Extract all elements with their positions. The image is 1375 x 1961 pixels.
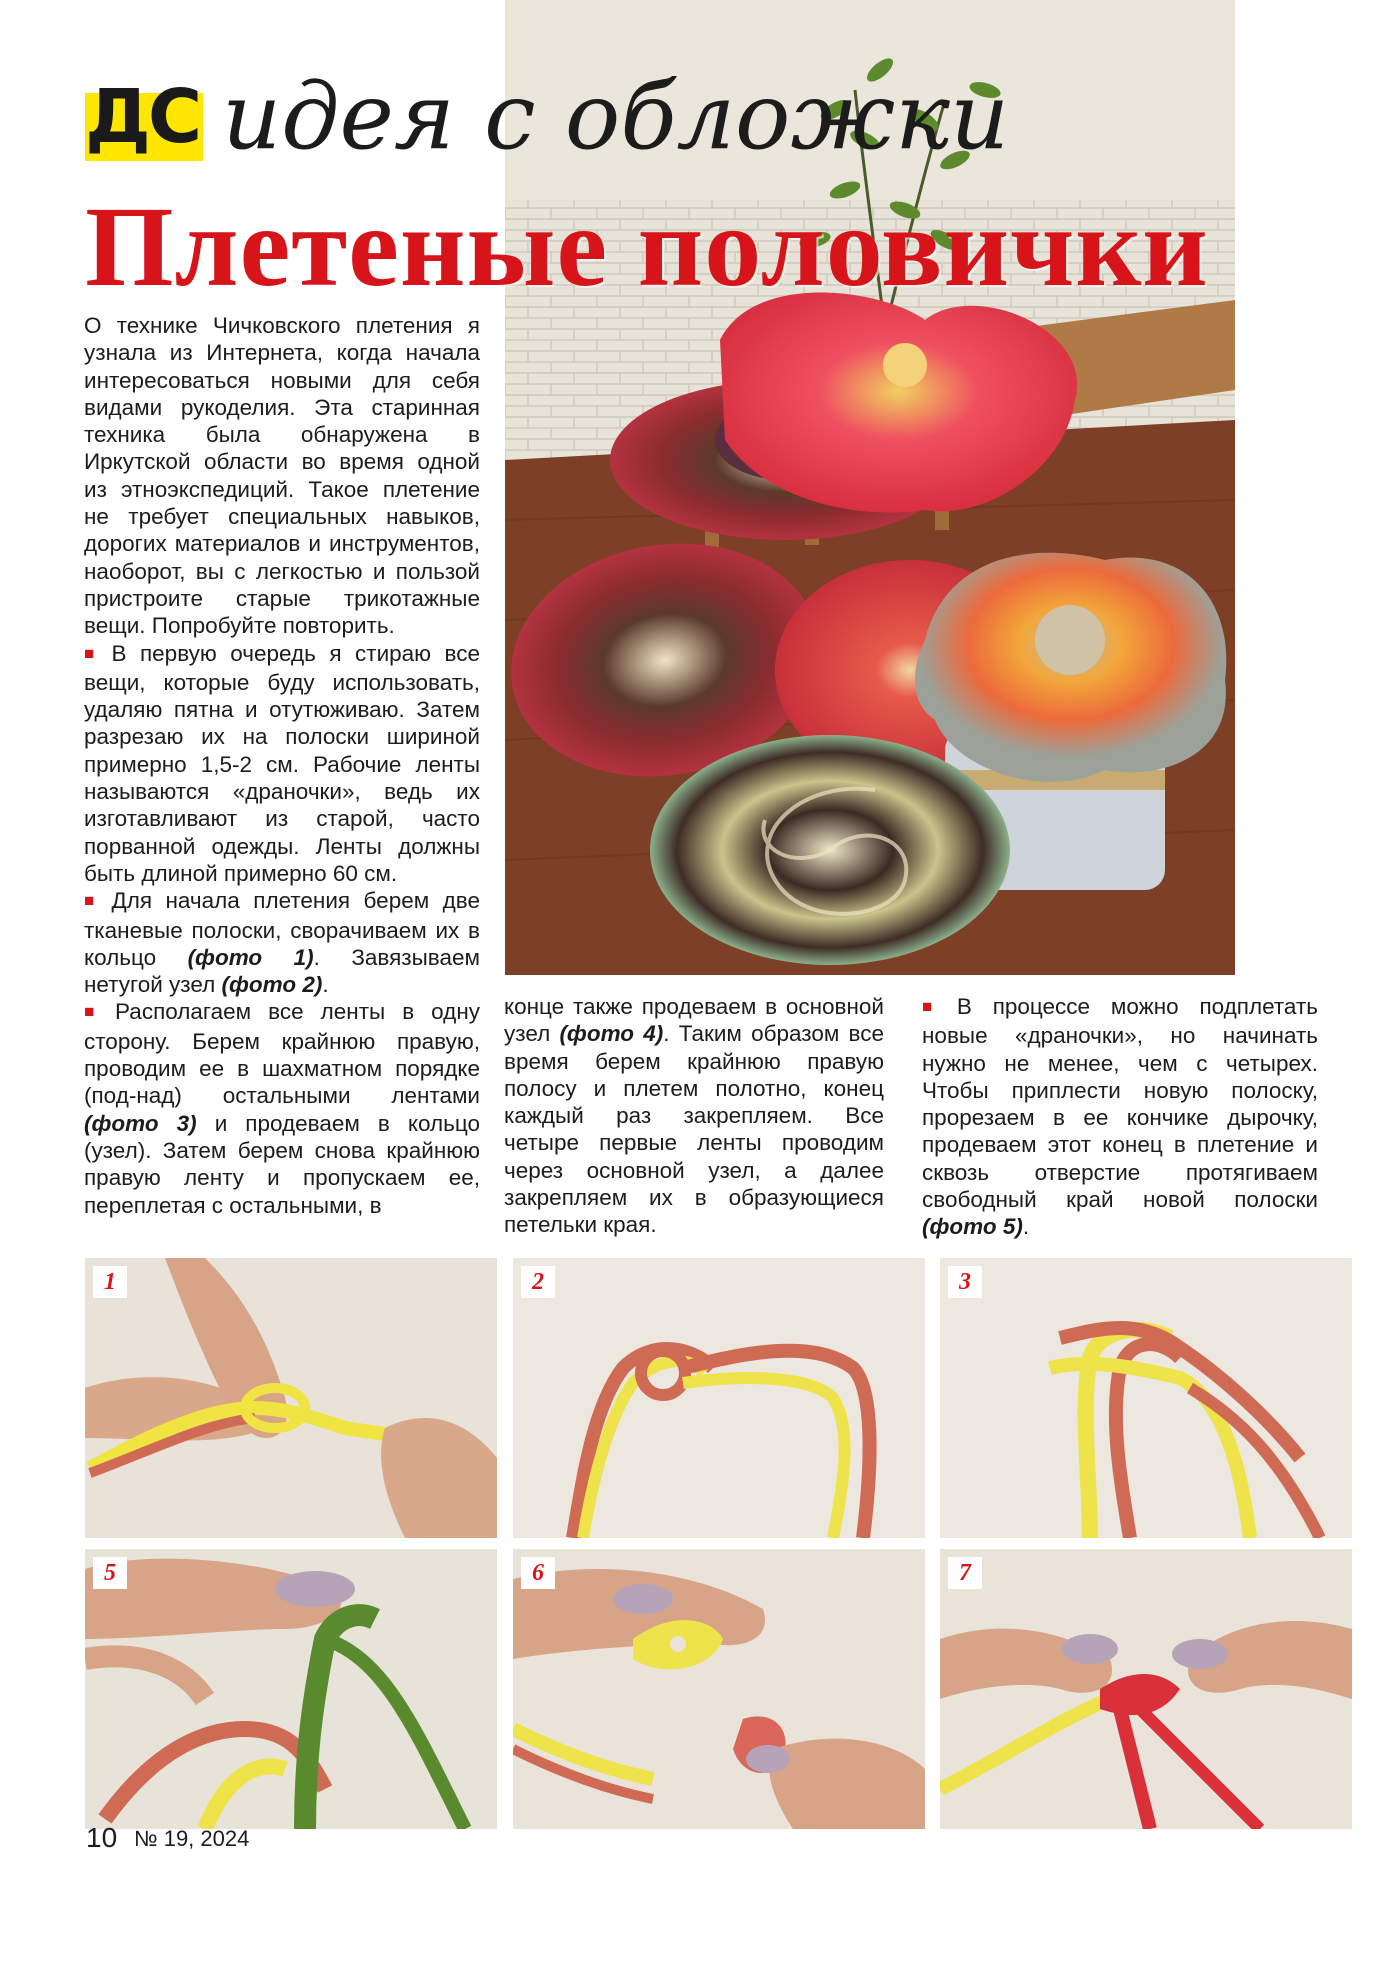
cutting-hole-photo xyxy=(513,1549,925,1829)
page-number: 10 xyxy=(86,1822,118,1853)
paragraph-3 xyxy=(84,998,480,1218)
knot-on-table-photo xyxy=(513,1258,925,1538)
step-number: 1 xyxy=(93,1266,127,1298)
text-column-1 xyxy=(84,312,480,1219)
hands-knot-photo xyxy=(85,1258,497,1538)
issue-number: № 19, 2024 xyxy=(134,1826,250,1851)
paragraph-3-text-b: и продеваем в кольцо (узел). Затем берем снова крайнюю правую ленту и пропускаем ее, переплетая с остальными, в xyxy=(84,1110,481,1218)
section-title: идея с обложки xyxy=(222,63,1010,170)
step-number: 6 xyxy=(521,1557,555,1589)
paragraph-2 xyxy=(84,887,480,998)
step-photo-6 xyxy=(513,1549,925,1829)
step-number: 5 xyxy=(93,1557,127,1589)
article-headline: Плетеные половички xyxy=(85,183,1209,310)
intro-paragraph: О технике Чичковского плетения я узнала из Интернета, когда начала интересоваться новыми для себя видами рукоделия. Эта старинная техника была обнаружена в Иркутской области во время одной из этноэкспедиций. Такое плетение не требует специальных навыков, дорогих материалов и инструментов, наоборот, вы с легкостью и пользой пристроите старые трикотажные вещи. Попробуйте повторить. xyxy=(84,313,480,639)
step-number: 3 xyxy=(948,1266,982,1298)
paragraph-2-text-c: . xyxy=(322,972,329,998)
bullet-icon: ■ xyxy=(84,643,102,663)
step-number: 2 xyxy=(521,1266,555,1298)
photo-reference-4: (фото 4) xyxy=(559,1021,664,1047)
paragraph-1 xyxy=(84,640,480,888)
photo-reference-1: (фото 1) xyxy=(187,944,314,970)
paragraph-4 xyxy=(922,993,1318,1241)
photo-reference-3: (фото 3) xyxy=(84,1110,197,1136)
step-number: 7 xyxy=(948,1557,982,1589)
photo-reference-2: (фото 2) xyxy=(221,972,323,998)
bullet-icon: ■ xyxy=(84,1002,106,1022)
paragraph-3-text-a: Располагаем все ленты в одну сторону. Берем крайнюю правую, проводим ее в шахматном порядке (под-над) остальными лентами xyxy=(84,999,480,1109)
adding-green-strip-photo xyxy=(85,1549,497,1829)
pulling-strip-photo xyxy=(940,1549,1352,1829)
paragraph-4-text-b: . xyxy=(1022,1214,1030,1240)
bullet-icon: ■ xyxy=(84,891,102,911)
paragraph-3-cont-text-a: конце также продеваем в основной узел xyxy=(504,994,884,1047)
paragraph-2-text-b: . Завязываем нетугой узел xyxy=(84,944,480,998)
step-photo-5 xyxy=(85,1549,497,1829)
step-photo-1 xyxy=(85,1258,497,1538)
step-photo-7 xyxy=(940,1549,1352,1829)
paragraph-3-continued xyxy=(504,993,884,1239)
paragraph-4-text-a: В процессе можно подплетать новые «драночки», но начинать нужно не менее, чем с четырех. Чтобы приплести новую полоску, прорезаем в ее кончике дырочку, продеваем этот конец в плетение и сквозь отверстие протягиваем свободный край новой полоски xyxy=(922,994,1318,1213)
step-photo-3 xyxy=(940,1258,1352,1538)
text-column-3 xyxy=(922,993,1318,1241)
bullet-icon: ■ xyxy=(922,997,947,1016)
paragraph-2-text-a: Для начала плетения берем две тканевые полоски, сворачиваем их в кольцо xyxy=(84,888,480,970)
weaving-strips-photo xyxy=(940,1258,1352,1538)
magazine-logo: ДС xyxy=(85,74,200,160)
photo-reference-5: (фото 5) xyxy=(922,1214,1023,1240)
text-column-2 xyxy=(504,993,884,1239)
step-photo-2 xyxy=(513,1258,925,1538)
paragraph-3-cont-text-b: . Таким образом все время берем крайнюю правую полосу и плетем полотно, конец каждый раз закрепляем. Все четыре первые ленты проводим через основной узел, а далее закрепляем их в образующиеся петельки края. xyxy=(504,1021,884,1238)
paragraph-1-text: В первую очередь я стираю все вещи, которые буду использовать, удаляю пятна и отутюживаю. Затем разрезаю их на полоски шириной примерно 1,5-2 см. Рабочие ленты называются «драночки», ведь их изготавливают из старой, часто порванной одежды. Ленты должны быть длиной примерно 60 см. xyxy=(84,640,480,886)
